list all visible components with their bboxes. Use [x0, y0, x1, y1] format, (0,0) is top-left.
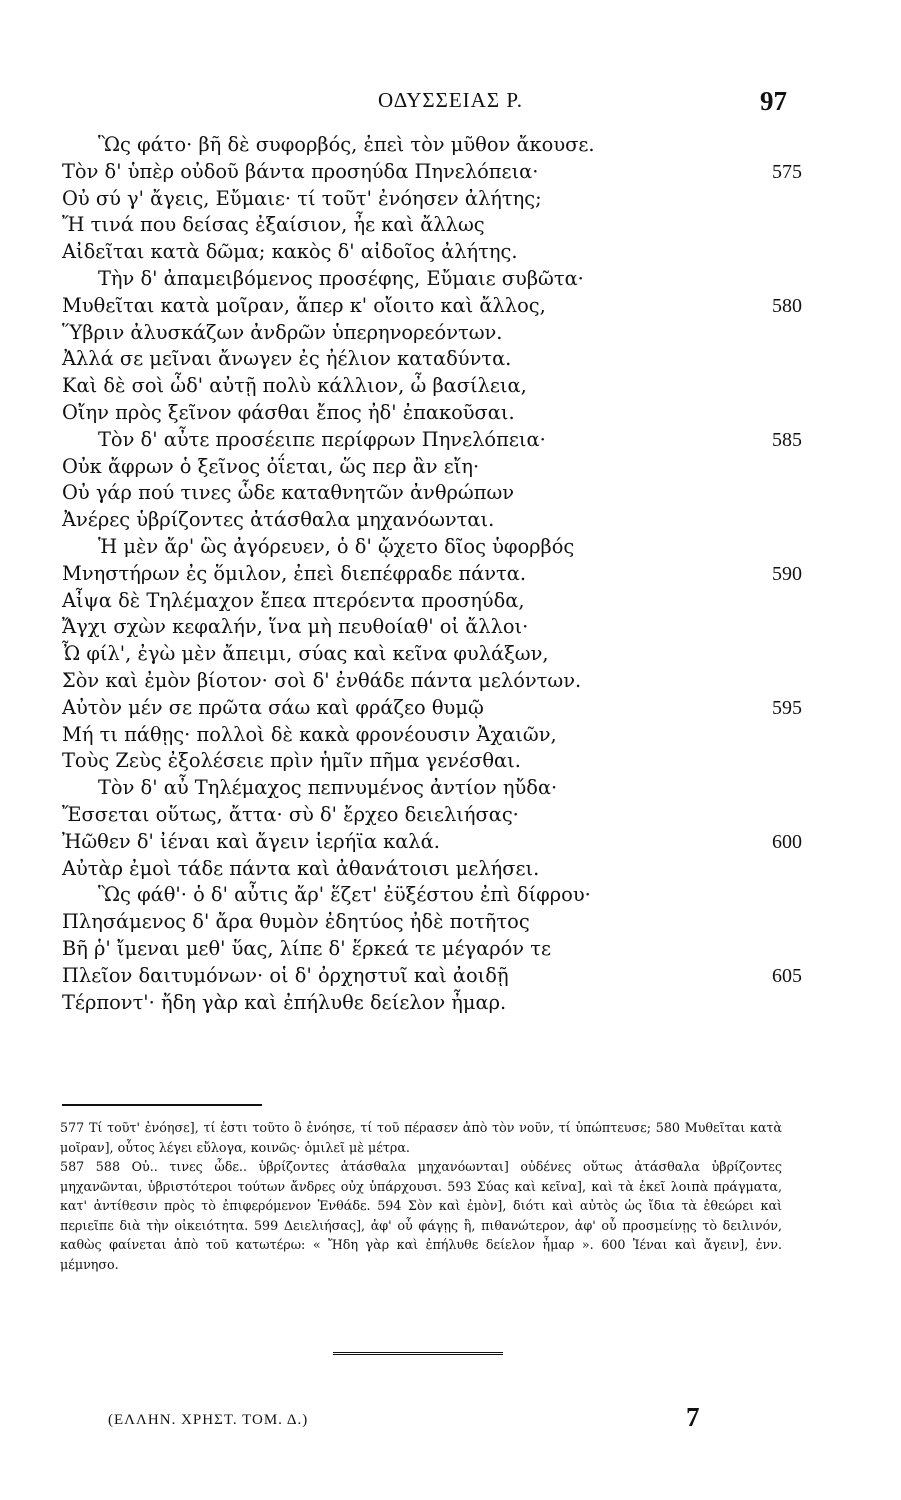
verse-text: Τοὺς Ζεὺς ἐξολέσειε πρὶν ἡμῖν πῆμα γενέσθαι. [62, 749, 521, 773]
verse-text: Μυθεῖται κατὰ μοῖραν, ἅπερ κ' οἴοιτο καὶ ἄλλος, [62, 293, 546, 317]
verse-line [62, 561, 802, 588]
verse-text: Τὸν δ' ὑπὲρ οὐδοῦ βάντα προσηύδα Πηνελόπεια· [62, 159, 539, 183]
verse-line [62, 588, 802, 615]
line-number: 575 [772, 160, 802, 183]
line-number: 585 [772, 428, 802, 451]
verse-block [62, 132, 802, 1016]
verse-line [62, 641, 802, 668]
verse-text: Ἠῶθεν δ' ἰέναι καὶ ἄγειν ἱερήϊα καλά. [62, 829, 440, 853]
verse-text: Ὣς φάθ'· ὁ δ' αὖτις ἄρ' ἕζετ' ἐϋξέστου ἐπὶ δίφρου· [98, 883, 591, 907]
verse-line [62, 132, 802, 159]
verse-text: Τέρποντ'· ἤδη γὰρ καὶ ἐπήλυθε δείελον ἦμαρ. [62, 990, 507, 1014]
verse-line [62, 266, 802, 293]
verse-text: Σὸν καὶ ἐμὸν βίοτον· σοὶ δ' ἐνθάδε πάντα μελόντων. [62, 668, 582, 692]
verse-text: Πλησάμενος δ' ἄρα θυμὸν ἐδητύος ἠδὲ ποτῆτος [62, 910, 530, 934]
verse-text: Τὴν δ' ἀπαμειβόμενος προσέφης, Εὔμαιε συβῶτα· [98, 266, 584, 290]
verse-text: Ἀλλά σε μεῖναι ἄνωγεν ἐς ἠέλιον καταδύντα. [62, 347, 512, 371]
verse-line [62, 346, 802, 373]
verse-text: Ἔσσεται οὕτως, ἄττα· σὺ δ' ἔρχεο δειελιήσας· [62, 802, 519, 826]
verse-text: Ὣς φάτο· βῆ δὲ συφορβός, ἐπεὶ τὸν μῦθον ἄκουσε. [98, 133, 595, 156]
verse-line [62, 614, 802, 641]
verse-text: Τὸν δ' αὖτε προσέειπε περίφρων Πηνελόπεια· [98, 427, 546, 451]
verse-line [62, 480, 802, 507]
verse-line [62, 400, 802, 427]
verse-text: Μή τι πάθῃς· πολλοὶ δὲ κακὰ φρονέουσιν Ἀχαιῶν, [62, 722, 557, 746]
verse-line [62, 427, 802, 454]
verse-line [62, 882, 802, 909]
verse-text: Οὐκ ἄφρων ὁ ξεῖνος ὀΐεται, ὥς περ ἂν εἴη· [62, 454, 480, 478]
signature-mark: 7 [686, 1402, 700, 1432]
line-number: 595 [772, 696, 802, 719]
verse-line [62, 748, 802, 775]
line-number: 580 [772, 294, 802, 317]
verse-text: Τὸν δ' αὖ Τηλέμαχος πεπνυμένος ἀντίον ηὔδα· [98, 776, 558, 800]
verse-line [62, 507, 802, 534]
verse-text: Αἶψα δὲ Τηλέμαχον ἔπεα πτερόεντα προσηύδα, [62, 588, 525, 612]
verse-text: Βῆ ῥ' ἴμεναι μεθ' ὕας, λίπε δ' ἕρκεά τε μέγαρόν τε [62, 936, 552, 960]
verse-text: Ὦ φίλ', ἐγὼ μὲν ἄπειμι, σύας καὶ κεῖνα φυλάξων, [62, 642, 549, 666]
verse-line [62, 159, 802, 186]
verse-text: Πλεῖον δαιτυμόνων· οἱ δ' ὀρχηστυῖ καὶ ἀοιδῇ [62, 963, 509, 987]
verse-text: Καὶ δὲ σοὶ ὧδ' αὐτῇ πολὺ κάλλιον, ὦ βασίλεια, [62, 374, 527, 398]
verse-text: Οὐ σύ γ' ἄγεις, Εὔμαιε· τί τοῦτ' ἐνόησεν ἀλήτης; [62, 186, 542, 210]
verse-line [62, 373, 802, 400]
line-number: 600 [772, 830, 802, 853]
verse-text: Οἴην πρὸς ξεῖνον φάσθαι ἔπος ἠδ' ἐπακοῦσαι. [62, 400, 515, 424]
series-note: (ΕΛΛΗΝ. ΧΡΗΣΤ. ΤΟΜ. Δ.) [108, 1412, 309, 1428]
page-header [0, 86, 901, 126]
page-number: 97 [760, 86, 787, 116]
footnote-separator [62, 1104, 262, 1106]
footnote-paragraph: 587 588 Οὐ.. τινες ὧδε.. ὑβρίζοντες ἀτάσθαλα μηχανόωνται] οὐδένες οὕτως ἀτάσθαλα ὑβρίζοντες μηχανῶνται, ὑβριστότεροι τούτων ἄνδρες οὐχ ὑπάρχουσι. 593 Σύας καὶ κεῖνα], καὶ τὰ ἐκεῖ λοιπὰ πράγματα, κατ' ἀντίθεσιν πρὸς τὸ ἐπιφερόμενον Ἐνθάδε. 594 Σὸν καὶ ἐμὸν], διότι καὶ αὐτὸς ὡς ἴδια τὰ ἐθεώρει καὶ περιεῖπε διὰ τὴν οἰκειότητα. 599 Δειελιήσας], ἀφ' οὗ φάγῃς ἢ, πιθανώτερον, ἀφ' οὗ προσμείνῃς τὸ δειλινόν, καθὼς φαίνεται ἀπὸ τοῦ κατωτέρω: « Ἤδη γὰρ καὶ ἐπήλυθε δείελον ἦμαρ ». 600 Ἰέναι καὶ ἄγειν], ἐνν. μέμνησο. [60, 1159, 782, 1272]
verse-text: Οὐ γάρ πού τινες ὧδε καταθνητῶν ἀνθρώπων [62, 481, 515, 505]
verse-line [62, 990, 802, 1017]
line-number: 590 [772, 562, 802, 585]
verse-line [62, 320, 802, 347]
verse-text: Ὕβριν ἀλυσκάζων ἀνδρῶν ὑπερηνορεόντων. [62, 320, 503, 344]
verse-line [62, 212, 802, 239]
footnotes [60, 1118, 782, 1274]
verse-text: Ἄγχι σχὼν κεφαλήν, ἵνα μὴ πευθοίαθ' οἱ ἄλλοι· [62, 615, 529, 639]
verse-line [62, 668, 802, 695]
verse-line [62, 856, 802, 883]
verse-line [62, 936, 802, 963]
verse-line [62, 802, 802, 829]
verse-text: Ἀνέρες ὑβρίζοντες ἀτάσθαλα μηχανόωνται. [62, 508, 495, 532]
verse-line [62, 239, 802, 266]
verse-line [62, 695, 802, 722]
verse-text: Μνηστήρων ἐς ὅμιλον, ἐπεὶ διεπέφραδε πάντα. [62, 561, 527, 585]
verse-text: Αἰδεῖται κατὰ δῶμα; κακὸς δ' αἰδοῖος ἀλήτης. [62, 240, 518, 264]
verse-line [62, 722, 802, 749]
verse-line [62, 534, 802, 561]
verse-line [62, 454, 802, 481]
verse-line [62, 963, 802, 990]
running-title: ΟΔΥΣΣΕΙΑΣ Ρ. [378, 88, 523, 112]
verse-text: Αὐτὸν μέν σε πρῶτα σάω καὶ φράζεο θυμῷ [62, 695, 484, 719]
verse-text: Ἡ μὲν ἄρ' ὣς ἀγόρευεν, ὁ δ' ᾤχετο δῖος ὑφορβός [98, 534, 575, 558]
decorative-rule [333, 1352, 503, 1355]
verse-line [62, 909, 802, 936]
verse-line [62, 293, 802, 320]
line-number: 605 [772, 964, 802, 987]
verse-line [62, 829, 802, 856]
verse-line [62, 775, 802, 802]
verse-text: Αὐτὰρ ἐμοὶ τάδε πάντα καὶ ἀθανάτοισι μελήσει. [62, 856, 540, 880]
verse-line [62, 186, 802, 213]
verse-text: Ἤ τινά που δείσας ἐξαίσιον, ἦε καὶ ἄλλως [62, 213, 485, 237]
footnote-paragraph: 577 Τί τοῦτ' ἐνόησε], τί ἐστι τοῦτο ὃ ἐνόησε, τί τοῦ πέρασεν ἀπὸ τὸν νοῦν, τί ὑπώπτευσε; 580 Μυθεῖται κατὰ μοῖραν], οὗτος λέγει εὔλογα, κοινῶς· ὁμιλεῖ μὲ μέτρα. [60, 1120, 782, 1155]
